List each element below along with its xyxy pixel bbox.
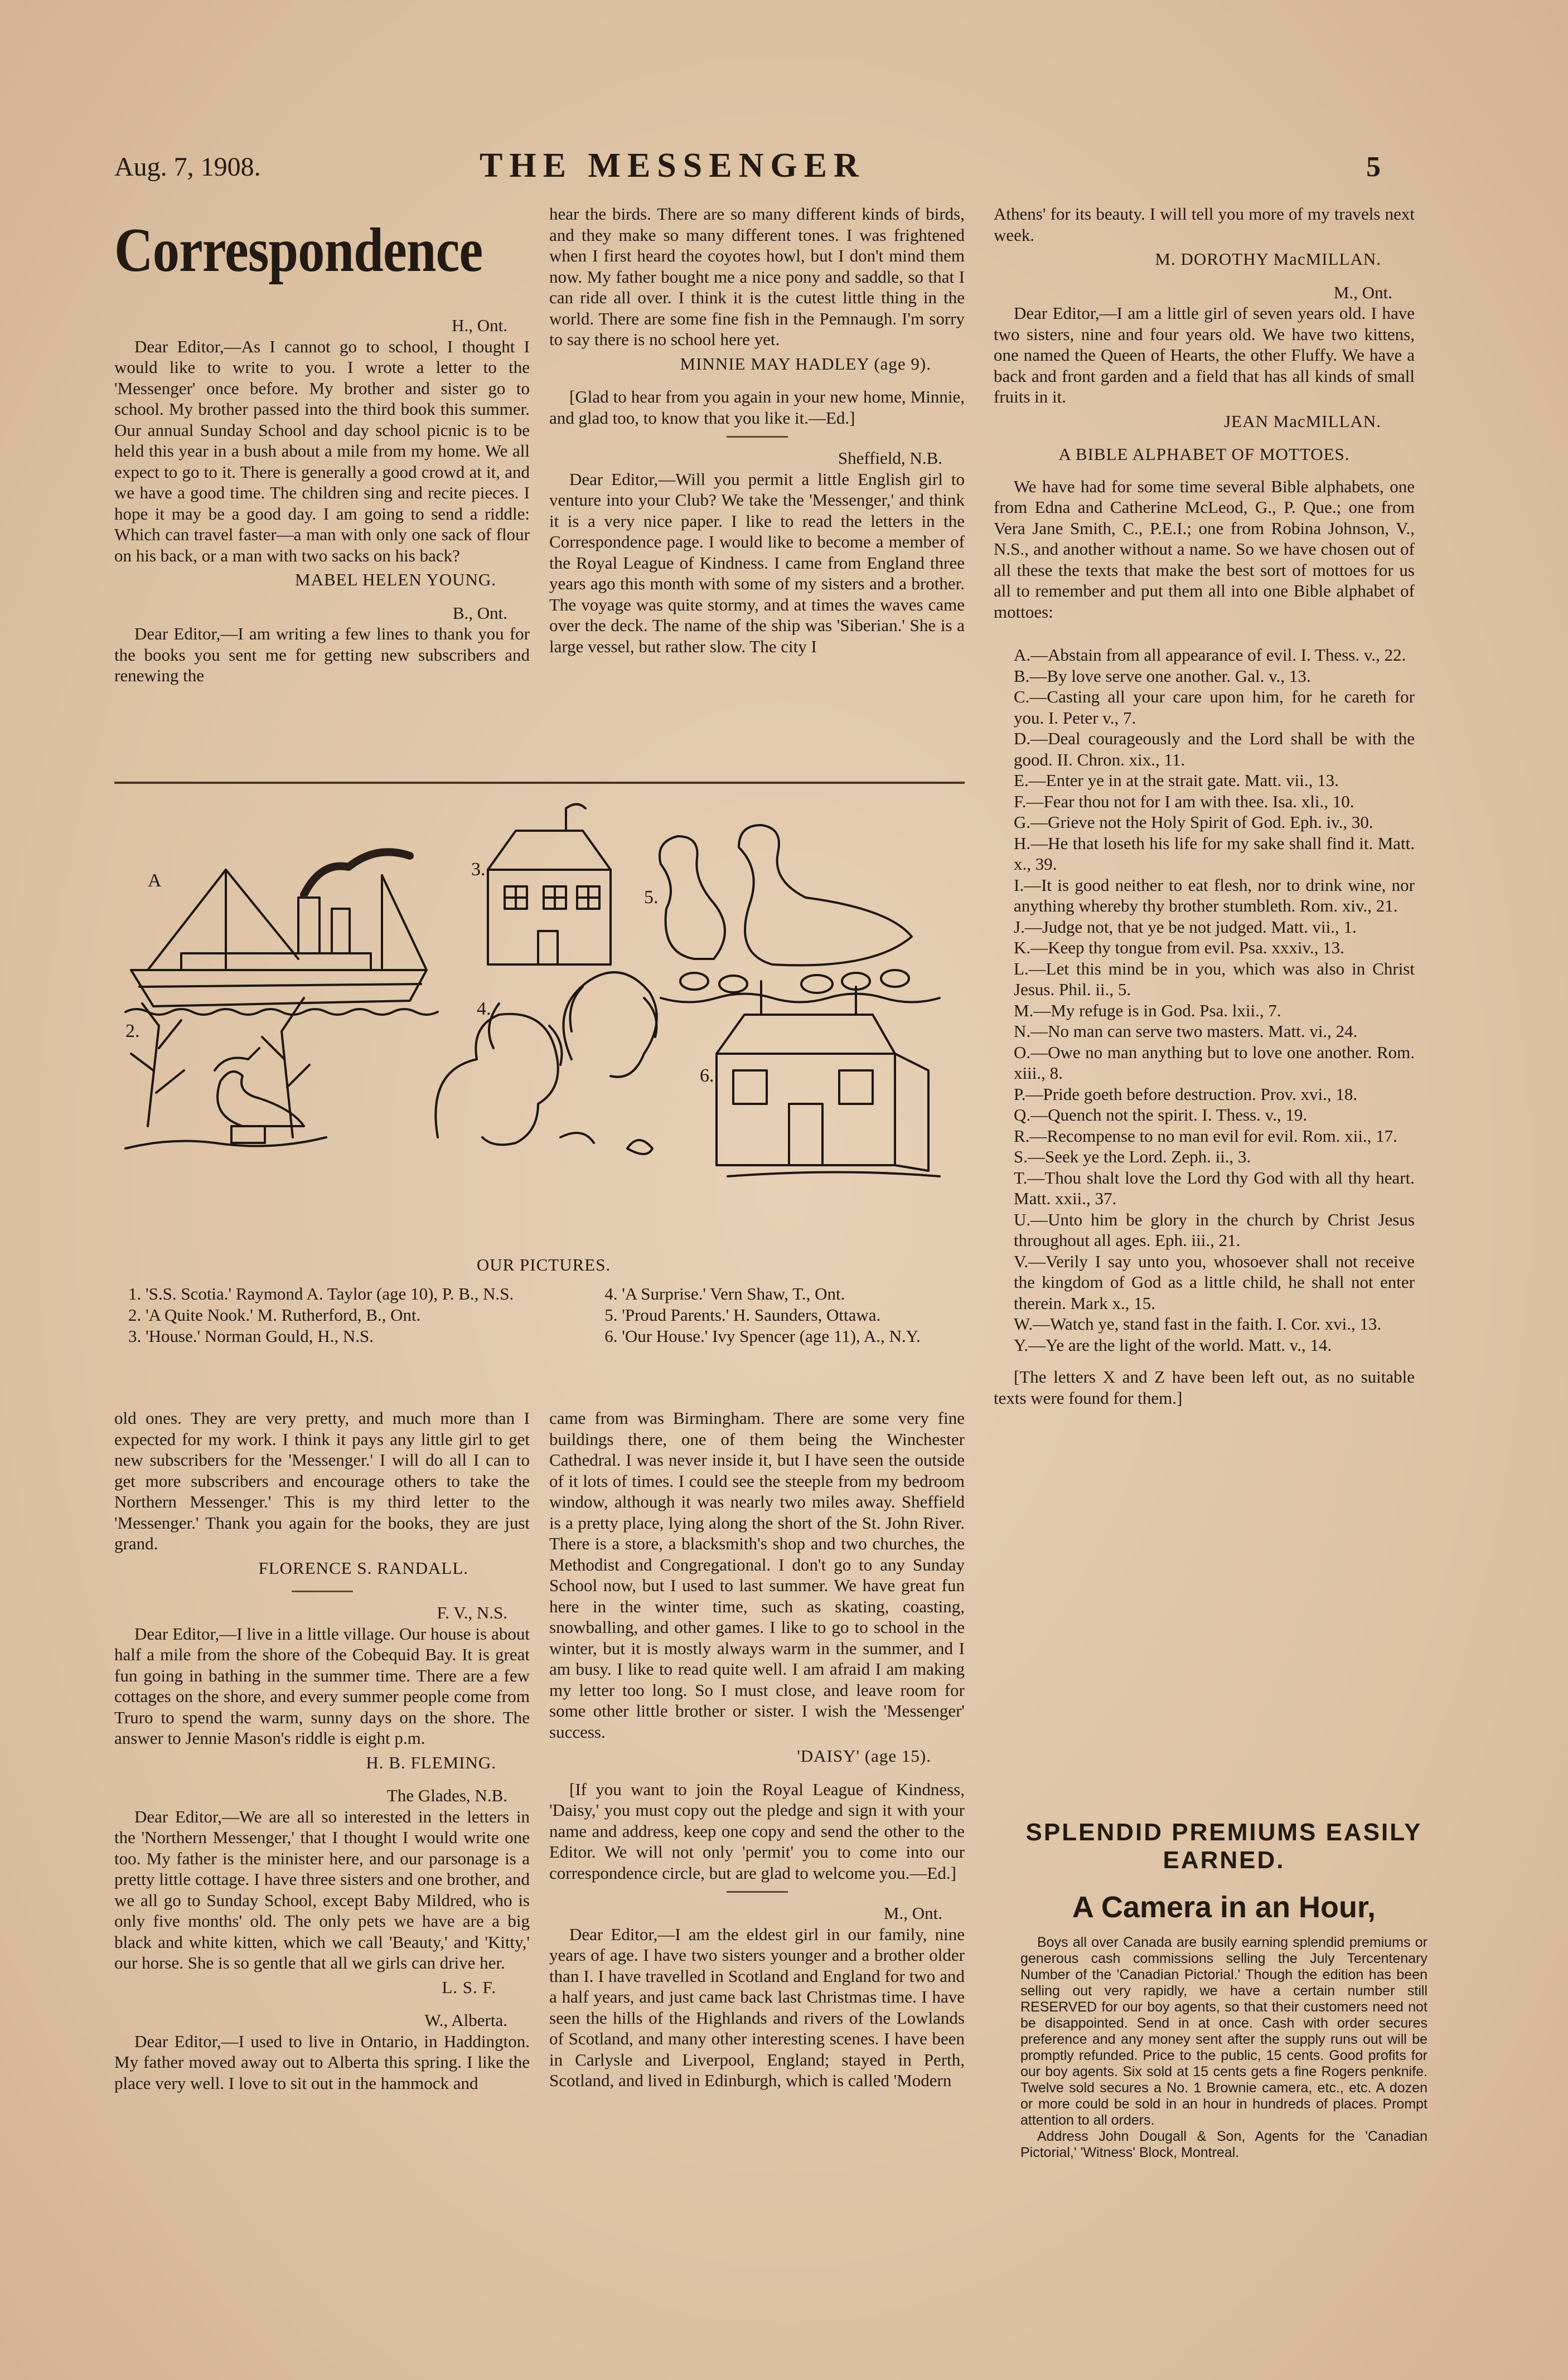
letter-place: B., Ont. <box>452 603 507 623</box>
premiums-body: Boys all over Canada are busily earning splendid premiums or generous cash commissions selling the July Tercentenary Number of the 'Canadian Pictorial.' Though the edition has been selling out very rapidly, we have a certain number still RESERVED for our boy agents, so that their customers need not be disappointed. Send in at once. Cash with order secures preference and any money sent after the supply runs out will be promptly refunded. Price to the public, 15 cents. Good profits for our boy agents. Six sold at 15 cents gets a fine Rogers penknife. Twelve sold secures a No. 1 Brownie camera, etc., etc. A dozen or more could be sold in an hour in hundreds of places. Prompt attention to all orders. <box>1020 1935 1427 2128</box>
motto-item: M.—My refuge is in God. Psa. lxii., 7. <box>1014 1000 1281 1020</box>
letter-place: The Glades, N.B. <box>386 1786 507 1805</box>
motto-item: C.—Casting all your care upon him, for he careth for you. I. Peter v., 7. <box>1014 687 1415 728</box>
letter-body: Dear Editor,—Will you permit a little English girl to venture into your Club? We take the 'Messenger,' and think it is a very nice paper. I like to read the letters in the Correspondence page. I would like to become a member of the Royal League of Kindness. I came from England three years ago this month with some of my sisters and a brother. The voyage was quite stormy, and at times the waves came over the deck. The name of the ship was 'Siberian.' She is a large vessel, but rather slow. The city I <box>549 469 965 656</box>
newspaper-title: THE MESSENGER <box>480 147 865 185</box>
picture-caption: 1. 'S.S. Scotia.' Raymond A. Taylor (age 10), P. B., N.S. <box>128 1284 514 1303</box>
divider <box>727 436 788 438</box>
motto-item: L.—Let this mind be in you, which was also in Christ Jesus. Phil. ii., 5. <box>1014 958 1415 999</box>
dogs-drawing <box>435 972 656 1154</box>
letter-place: H., Ont. <box>452 316 507 335</box>
motto-item: N.—No man can serve two masters. Matt. vi., 24. <box>1014 1021 1358 1041</box>
motto-item: R.—Recompense to no man evil for evil. Rom. xii., 17. <box>1014 1126 1397 1146</box>
letter-signature: MABEL HELEN YOUNG. <box>295 570 496 589</box>
motto-item: S.—Seek ye the Lord. Zeph. ii., 3. <box>1014 1147 1251 1166</box>
motto-item: K.—Keep thy tongue from evil. Psa. xxxiv., 13. <box>1014 938 1344 957</box>
column-1-top <box>114 315 530 690</box>
quiet-nook-drawing <box>125 998 326 1148</box>
premiums-advert <box>1020 1935 1427 2161</box>
divider <box>292 1591 353 1592</box>
steamship-drawing <box>125 870 438 1015</box>
issue-date: Aug. 7, 1908. <box>114 152 261 182</box>
letter-signature: JEAN MacMILLAN. <box>1224 411 1381 431</box>
letter-body: Athens' for its beauty. I will tell you more of my travels next week. <box>994 204 1415 245</box>
picture-label-2: 2. <box>125 1021 140 1041</box>
alphabet-heading: A BIBLE ALPHABET OF MOTTOES. <box>1058 444 1350 464</box>
picture-label-5: 5. <box>644 887 659 908</box>
motto-item: U.—Unto him be glory in the church by Christ Jesus throughout all ages. Eph. iii., 21. <box>1014 1209 1415 1250</box>
letter-body: Dear Editor,—I am a little girl of seven years old. I have two sisters, nine and four years old. We have two kittens, one named the Queen of Hearts, the other Fluffy. We have a back and front garden and a field that has all kinds of small fruits in it. <box>994 303 1415 406</box>
column-1-bottom <box>114 1408 530 2097</box>
premiums-subtitle: A Camera in an Hour, <box>1072 1891 1376 1924</box>
picture-label-6: 6. <box>700 1065 714 1086</box>
letter-signature: H. B. FLEMING. <box>366 1752 496 1772</box>
letter-place: Sheffield, N.B. <box>838 448 942 468</box>
picture-caption: 4. 'A Surprise.' Vern Shaw, T., Ont. <box>604 1284 845 1303</box>
editor-note: [If you want to join the Royal League of Kindness, 'Daisy,' you must copy out the pledge and sign it with your name and address, keep one copy and send the other to the Editor. We will not only 'permit' you to come into our correspondence circle, but are glad to welcome you.—Ed.] <box>549 1779 965 1883</box>
page-number: 5 <box>1366 151 1381 183</box>
picture-caption: 6. 'Our House.' Ivy Spencer (age 11), A., N.Y. <box>604 1326 921 1346</box>
letter-signature: M. DOROTHY MacMILLAN. <box>1155 249 1381 269</box>
motto-item: B.—By love serve one another. Gal. v., 13. <box>1014 666 1311 686</box>
picture-caption: 3. 'House.' Norman Gould, H., N.S. <box>128 1326 374 1346</box>
motto-item: A.—Abstain from all appearance of evil. I. Thess. v., 22. <box>1014 645 1406 665</box>
motto-item: D.—Deal courageously and the Lord shall be with the good. II. Chron. xix., 11. <box>1014 729 1415 769</box>
letter-body: Dear Editor,—We are all so interested in the letters in the 'Northern Messenger,' that I thought I would write one too. My father is the minister here, and our parsonage is a pretty little cottage. I have three sisters and one brother, and we all go to Sunday School, except Baby Mildred, who is only five months' old. The only pets we have are a big black and white kitten, which we call 'Beauty,' and 'Kitty,' our horse. She is so gentle that all we girls can drive her. <box>114 1806 530 1972</box>
motto-item: T.—Thou shalt love the Lord thy God with all thy heart. Matt. xxii., 37. <box>1014 1167 1415 1208</box>
letter-signature: MINNIE MAY HADLEY (age 9). <box>680 353 931 374</box>
motto-item: P.—Pride goeth before destruction. Prov. xvi., 18. <box>1014 1084 1358 1104</box>
letter-body: Dear Editor,—I live in a little village. Our house is about half a mile from the shore of the Cobequid Bay. It is great fun going in bathing in the summer time. There are a few cottages on the shore, and every summer people come from Truro to spend the warm, sunny days on the shore. The answer to Jennie Mason's riddle is eight p.m. <box>114 1623 530 1748</box>
mottoes-list <box>994 644 1415 1355</box>
alphabet-intro: We have had for some time several Bible alphabets, one from Edna and Catherine McLeod, G., P. Que.; one from Vera Jane Smith, C., P.E.I.; one from Robina Johnson, V., N.S., and another without a name. So we have chosen out of all these the texts that make the best sort of mottoes for us all to remember and put them all into one Bible alphabet of mottoes: <box>994 476 1415 622</box>
column-2-top <box>549 203 965 660</box>
motto-item: J.—Judge not, that ye be not judged. Matt. vii., 1. <box>1014 917 1357 937</box>
motto-item: H.—He that loseth his life for my sake shall find it. Matt. x., 39. <box>1014 833 1415 874</box>
letter-body: Dear Editor,—I used to live in Ontario, in Haddington. My father moved away out to Alberta this spring. I like the place very well. I love to sit out in the hammock and <box>114 2031 530 2093</box>
premiums-address: Address John Dougall & Son, Agents for the 'Canadian Pictorial,' 'Witness' Block, Montreal. <box>1020 2129 1427 2160</box>
smoke-drawing <box>304 852 410 895</box>
our-house-drawing <box>717 981 940 1176</box>
motto-item: V.—Verily I say unto you, whosoever shall not receive the kingdom of God as a little child, he shall not enter therein. Mark x., 15. <box>1014 1251 1415 1313</box>
motto-item: O.—Owe no man anything but to love one another. Rom. xiii., 8. <box>1014 1042 1415 1083</box>
letter-signature: L. S. F. <box>442 1977 496 1997</box>
picture-label-3: 3. <box>471 859 486 880</box>
letter-body: old ones. They are very pretty, and much more than I expected for my work. I think it pays any little girl to get new subscribers for the 'Messenger.' I will do all I can to get more subscribers and encourage others to take the Northern Messenger.' This is my third letter to the 'Messenger.' Thank you again for the books, they are just grand. <box>114 1408 530 1553</box>
motto-item: W.—Watch ye, stand fast in the faith. I. Cor. xvi., 13. <box>1014 1314 1382 1334</box>
childrens-drawings <box>114 792 965 1182</box>
letter-signature: FLORENCE S. RANDALL. <box>258 1558 468 1578</box>
letter-body: hear the birds. There are so many different kinds of birds, and they make so many different tones. I was frightened when I first heard the coyotes howl, but I don't mind them now. My father bought me a nice pony and saddle, so that I can ride all over. I think it is the cutest little thing in the world. There are some fine fish in the Pemnaugh. I'm sorry to say there is no school here yet. <box>549 204 965 349</box>
motto-item: F.—Fear thou not for I am with thee. Isa. xli., 10. <box>1014 791 1354 811</box>
divider <box>727 1891 788 1893</box>
ducks-drawing <box>660 825 940 1002</box>
picture-caption: 5. 'Proud Parents.' H. Saunders, Ottawa. <box>604 1305 881 1325</box>
captions-right <box>604 1283 959 1347</box>
letter-body: came from was Birmingham. There are some very fine buildings there, one of them being the Winchester Cathedral. I was never inside it, but I have seen the outside of it lots of times. I could see the steeple from my bedroom window, although it was nearly two miles away. Sheffield is a pretty place, lying along the short of the St. John River. There is a store, a blacksmith's shop and two churches, the Methodist and Congregational. I don't go to any Sunday School now, but I used to last summer. We have great fun here in the winter time, such as skating, coasting, snowballing, and other games. I like to go to school in the winter, but it is mostly always warm in the summer, and I am busy. I like to read quite well. I am afraid I am making my letter too long. So I must close, and leave room for some other little brother or sister. I wish the 'Messenger' success. <box>549 1408 965 1742</box>
column-3 <box>994 203 1415 1412</box>
captions-left <box>128 1283 604 1347</box>
letter-place: W., Alberta. <box>424 2010 507 2030</box>
section-masthead: Correspondence <box>114 216 483 285</box>
editor-note: [Glad to hear from you again in your new home, Minnie, and glad too, to know that you like it.—Ed.] <box>549 387 965 428</box>
motto-item: I.—It is good neither to eat flesh, nor to drink wine, nor anything whereby thy brother stumbleth. Rom. xiv., 21. <box>1014 875 1415 915</box>
pictures-heading: OUR PICTURES. <box>476 1255 611 1274</box>
letter-place: M., Ont. <box>883 1903 942 1923</box>
letter-place: F. V., N.S. <box>437 1603 507 1622</box>
letter-body: Dear Editor,—I am the eldest girl in our family, nine years of age. I have two sisters younger and a brother older than I. I have travelled in Scotland and England for two and a half years, and just came back last Christmas time. I have seen the hills of the Highlands and rivers of the Lowlands of Scotland, and many other interesting scenes. I have been in Carlysle and Liverpool, England; stayed in Perth, Scotland, and lived in Edinburgh, which is called 'Modern <box>549 1924 965 2090</box>
letter-place: M., Ont. <box>1333 282 1392 302</box>
letter-body: Dear Editor,—I am writing a few lines to thank you for the books you sent me for getting new subscribers and renewing the <box>114 624 530 685</box>
letter-signature: 'DAISY' (age 15). <box>797 1746 931 1766</box>
motto-item: Q.—Quench not the spirit. I. Thess. v., 19. <box>1014 1105 1308 1124</box>
picture-label-4: 4. <box>477 998 491 1019</box>
alphabet-note: [The letters X and Z have been left out, as no suitable texts were found for them.] <box>994 1367 1415 1408</box>
premiums-title: SPLENDID PREMIUMS EASILY EARNED. <box>1025 1819 1422 1874</box>
picture-top-rule <box>114 782 965 784</box>
motto-item: Y.—Ye are the light of the world. Matt. v., 14. <box>1014 1335 1332 1355</box>
house-drawing <box>488 804 611 965</box>
motto-item: E.—Enter ye in at the strait gate. Matt. vii., 13. <box>1014 770 1339 790</box>
column-2-bottom <box>549 1408 965 2095</box>
picture-caption: 2. 'A Quite Nook.' M. Rutherford, B., Ont. <box>128 1305 421 1325</box>
letter-body: Dear Editor,—As I cannot go to school, I thought I would like to write to you. I wrote a letter to the 'Messenger' once before. My brother and sister go to school. My brother passed into the third book this summer. Our annual Sunday School and day school picnic is to be held this year in a bush about a mile from my home. We all expect to go to it. There is generally a good crowd at it, and we have a good time. The children sing and recite pieces. I hope it may be a good day. I am going to send a riddle: Which can travel faster—a man with only one sack of flour on his back, or a man with two sacks on his back? <box>114 336 530 565</box>
motto-item: G.—Grieve not the Holy Spirit of God. Eph. iv., 30. <box>1014 812 1373 832</box>
picture-captions <box>128 1254 959 1347</box>
picture-label-a: A <box>148 870 162 891</box>
